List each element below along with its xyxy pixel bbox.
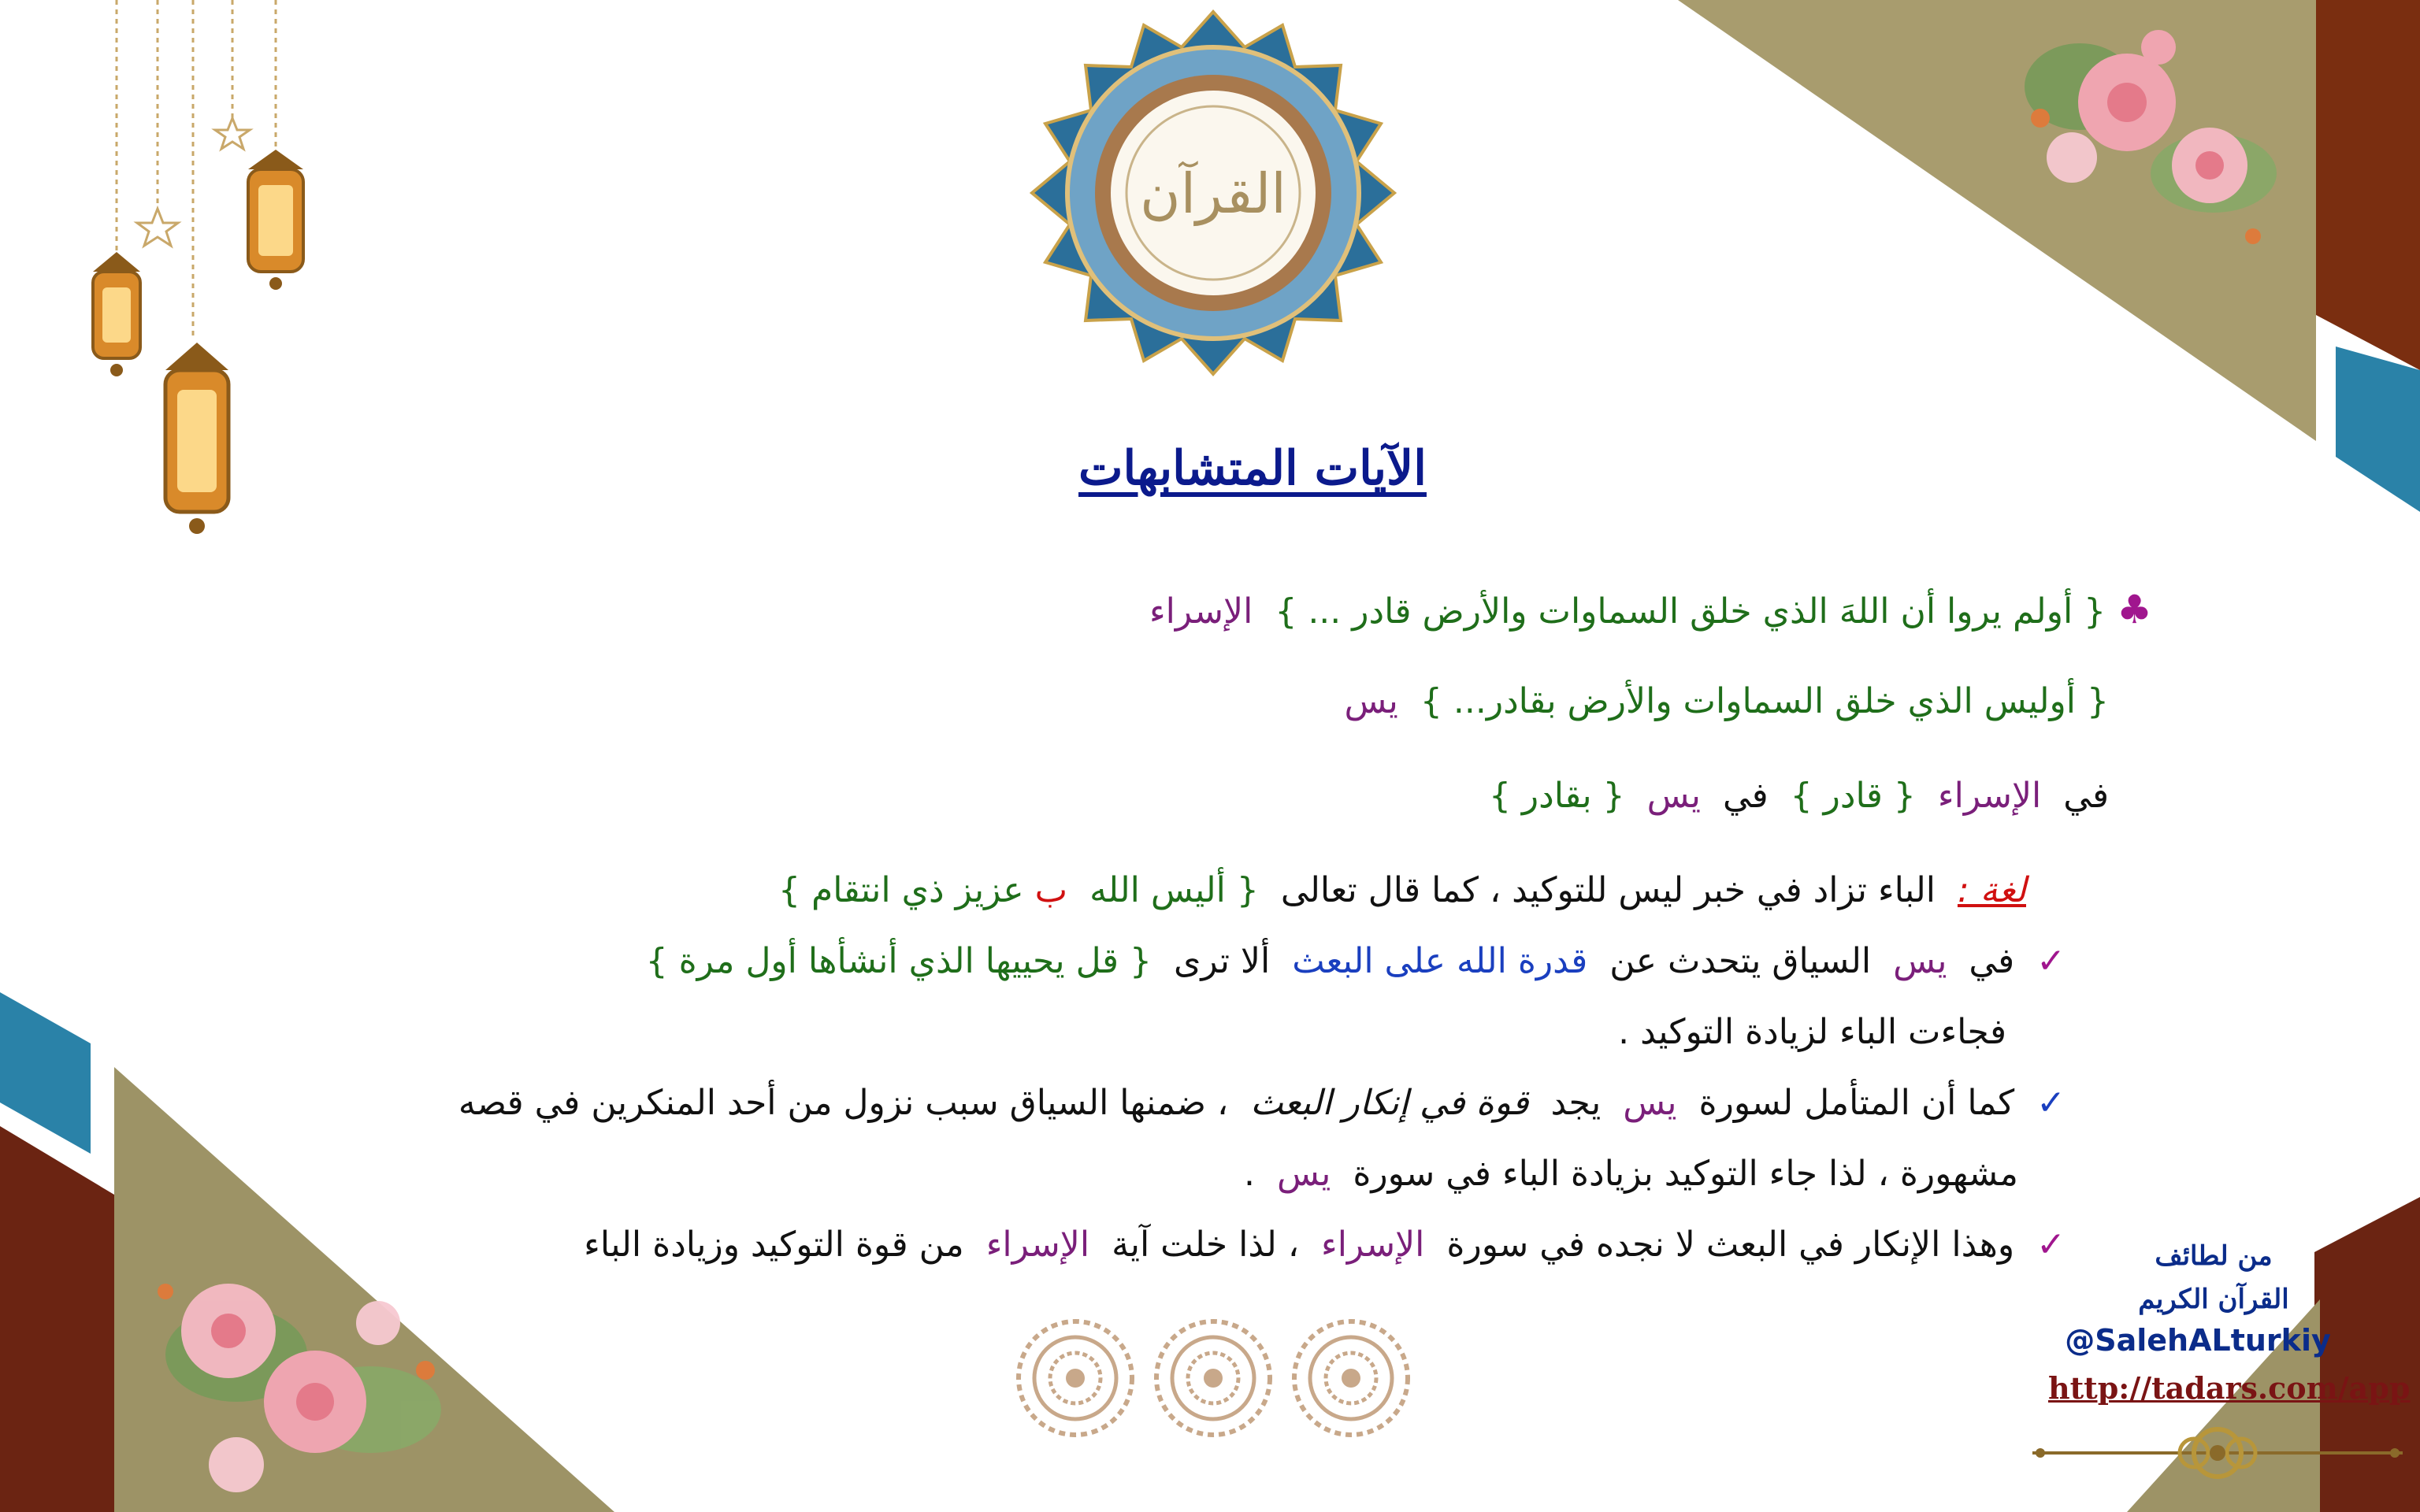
line-9: ✓ وهذا الإنكار في البعث لا نجده في سورة الإسراء ، لذا خلت آية الإسراء من قوة التوكيد وزيادة الباء [584, 1225, 2066, 1265]
line-6: فجاءت الباء لزيادة التوكيد . [1618, 1012, 2006, 1052]
website-link[interactable]: http://tadars.com/app [2048, 1370, 2411, 1406]
mandala-icon [1019, 1321, 1132, 1435]
line-3: في الإسراء { قادر } في يس { بقادر } [1488, 776, 2109, 816]
check-icon: ✓ [2036, 1083, 2066, 1123]
line-8: مشهورة ، لذا جاء التوكيد بزيادة الباء في سورة يس . [1244, 1154, 2018, 1194]
credit-line-1: من لطائف [2155, 1240, 2273, 1272]
top-right-brown-shape [2316, 0, 2420, 370]
club-icon: ♣ [2117, 587, 2152, 632]
line-7: ✓ كما أن المتأمل لسورة يس يجد قوة في إنكار البعث ، ضمنها السياق سبب نزول من أحد المنكرين في قصه [458, 1083, 2066, 1123]
flower-icon [118, 1228, 481, 1512]
language-label: لغة : [1957, 870, 2026, 910]
check-icon: ✓ [2036, 1225, 2066, 1265]
ornament-icon [2032, 1418, 2403, 1488]
mandala-icon [1156, 1321, 1270, 1435]
mandala-row [1008, 1311, 1418, 1445]
lantern-icon [93, 252, 140, 376]
lantern-icon [165, 343, 228, 534]
top-right-teal-shape [2336, 346, 2420, 512]
line-4: لغة : الباء تزاد في خبر ليس للتوكيد ، كما قال تعالى { أليس الله ب عزيز ذي انتقام } [778, 870, 2026, 910]
flower-icon [1954, 0, 2300, 268]
mandala-icon [1294, 1321, 1408, 1435]
lanterns-decor [71, 0, 339, 551]
bottom-left-teal-shape [0, 992, 91, 1154]
check-icon: ✓ [2036, 941, 2066, 981]
twitter-handle: @SalehALturkiy [2065, 1323, 2331, 1358]
page-title: الآيات المتشابهات [1078, 441, 1427, 496]
svg-text:القرآن: القرآن [1140, 161, 1286, 226]
line-5: ✓ في يس السياق يتحدث عن قدرة الله على البعث ألا ترى { قل يحييها الذي أنشأها أول مرة } [645, 941, 2066, 981]
line-2: { أوليس الذي خلق السماوات والأرض بقادر... } يس [1344, 681, 2109, 721]
credit-line-2: القرآن الكريم [2138, 1284, 2289, 1315]
lantern-icon [248, 150, 303, 290]
bottom-left-brown-shape [0, 1126, 118, 1512]
line-1: ♣ { أولم يروا أن اللهَ الذي خلق السماوات والأرض قادر ... } الإسراء [1149, 587, 2152, 632]
medallion-icon [1024, 8, 1402, 378]
